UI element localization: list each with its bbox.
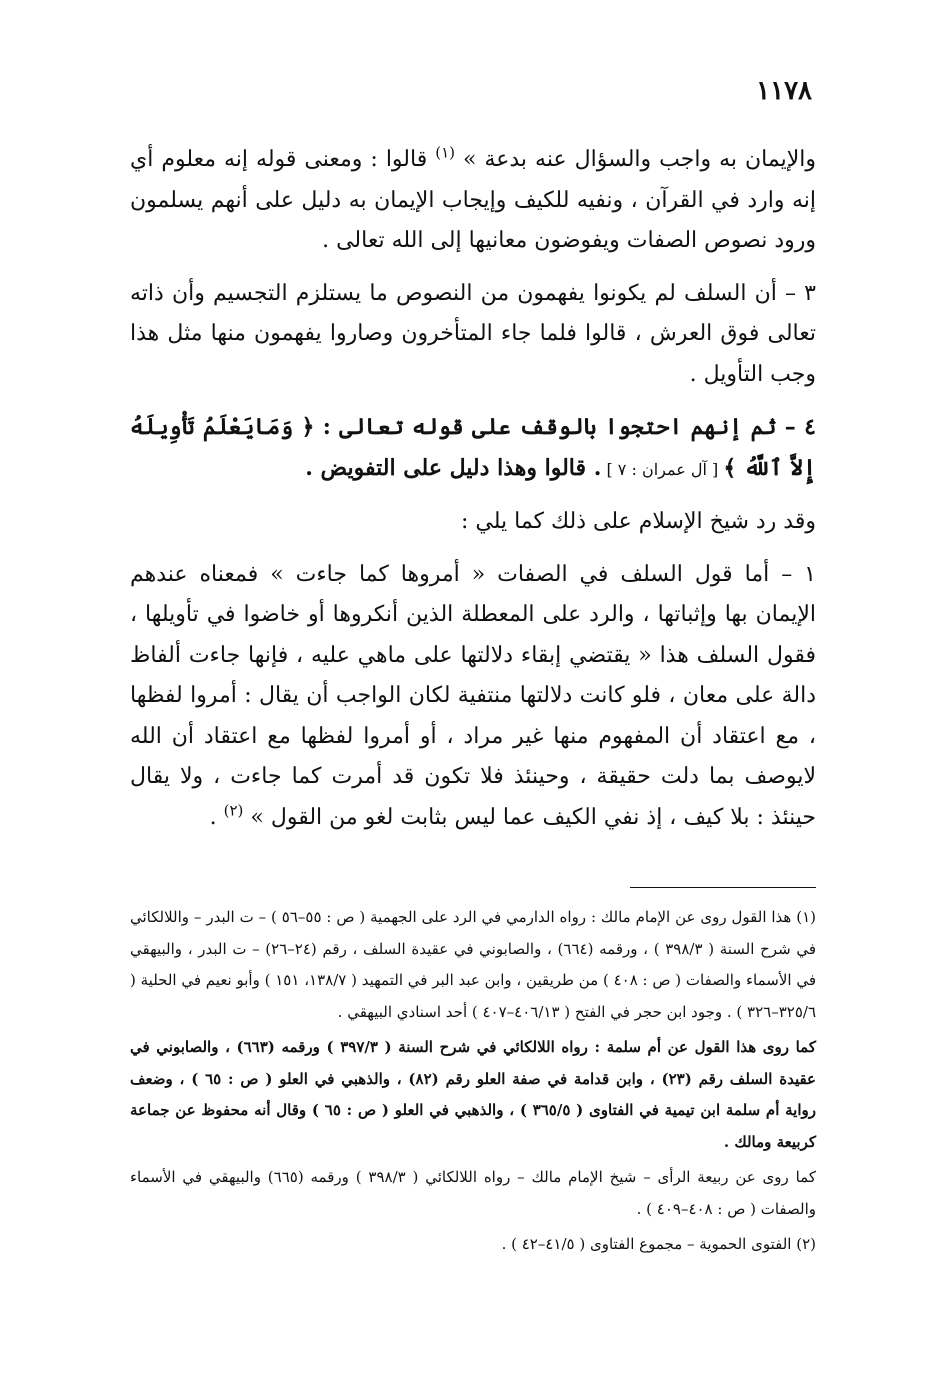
quran-citation: [ آل عمران : ٧ ] — [601, 459, 724, 479]
paragraph-text-continued: . — [209, 804, 224, 830]
paragraph-text: والإيمان به واجب والسؤال عنه بدعة » — [463, 147, 816, 172]
paragraph-text: وقد رد شيخ الإسلام على ذلك كما يلي : — [460, 509, 816, 534]
footnote-1: (١) هذا القول روى عن الإمام مالك : رواه الدارمي في الرد على الجهمية ( ص : ٥٥–٥٦ ) – ت البدر – واللالكائي في شرح السنة ( ٣٩٨/٣ ) ، ورقمه (٦٦٤) ، والصابوني في عقيدة السلف ، رقم (٢٤–٢٦) – ت البدر ، والبيهقي في الأسماء والصفات ( ص : ٤٠٨ ) من طريقين ، وابن عبد البر في التمهيد ( ١٣٨/٧، ١٥١ ) وأبو نعيم في الحلية ( ٣٢٥/٦–٣٢٦ ) . وجود ابن حجر في الفتح ( ٤٠٦/١٣–٤٠٧ ) أحد اسنادي البيهقي . — [130, 908, 817, 1021]
footnote-ref-2[interactable]: (٢) — [223, 801, 244, 820]
footnote-1-continued-2: كما روى عن ربيعة الرأى – شيخ الإمام مالك – رواه اللالكائي ( ٣٩٨/٣ ) ورقمه (٦٦٥) والبيهقي في الأسماء والصفات ( ص : ٤٠٨–٤٠٩ ) . — [130, 1168, 816, 1218]
paragraph-text-continued: . قالوا وهذا دليل على التفويض . — [305, 454, 602, 481]
paragraph-2 — [130, 274, 816, 396]
main-text — [130, 140, 816, 850]
paragraph-text: ٤ – ثم إنهم احتجوا بالوقف على قوله تعالى : ﴿ وَمَايَعْلَمُ تَأْوِيلَهُ إِلاَّ ٱللَّهُ ﴾ — [130, 414, 816, 481]
page-number: ١١٧٨ — [756, 76, 812, 106]
paragraph-text-continued: قالوا : ومعنى قوله إنه معلوم أي إنه وارد في القرآن ، ونفيه للكيف وإيجاب الإيمان به دليل على أنهم يسلمون ورود نصوص الصفات ويفوضون معانيها إلى الله تعالى . — [130, 147, 816, 253]
footnote-2: (٢) الفتوى الحموية – مجموع الفتاوى ( ٤١/٥–٤٢ ) . — [501, 1235, 816, 1253]
paragraph-text: ١ – أما قول السلف في الصفات « أمروها كما جاءت » فمعناه عندهم الإيمان بها وإثباتها ، والرد على المعطلة الذين أنكروها أو خاضوا في تأويلها ، فقول السلف هذا « يقتضي إبقاء دلالتها على ماهي عليه ، فإنها جاءت ألفاظ دالة على معان ، فلو كانت دلالتها منتفية لكان الواجب أن يقال : أمروا لفظها ، مع اعتقاد أن المفهوم منها غير مراد ، أو أمروا لفظها مع اعتقاد أن الله لايوصف بما دلت حقيقة ، وحينئذ فلا تكون قد أمرت كما جاءت ، ولا يقال حينئذ : بلا كيف ، إذ نفي الكيف عما ليس بثابت لغو من القول » — [130, 561, 816, 830]
paragraph-5 — [130, 555, 816, 839]
paragraph-text: ٣ – أن السلف لم يكونوا يفهمون من النصوص ما يستلزم التجسيم وأن ذاته تعالى فوق العرش ، قالوا فلما جاء المتأخرون وصاروا يفهمون منها مثل هذا وجب التأويل . — [130, 280, 816, 387]
footnote-separator — [630, 887, 816, 888]
footnotes — [130, 902, 816, 1265]
paragraph-4 — [130, 502, 816, 543]
footnote-1-continued: كما روى هذا القول عن أم سلمة : رواه اللالكائي في شرح السنة ( ٣٩٧/٣ ) ورقمه (٦٦٣) ، والصابوني في عقيدة السلف رقم (٢٣) ، وابن قدامة في صفة العلو رقم (٨٢) ، والذهبي في العلو ( ص : ٦٥ ) ، وضعف رواية أم سلمة ابن تيمية في الفتاوى ( ٣٦٥/٥ ) ، والذهبي في العلو ( ص : ٦٥ ) وقال أنه محفوظ عن جماعة كربيعة ومالك . — [130, 1038, 817, 1151]
paragraph-1 — [130, 140, 816, 262]
paragraph-3 — [130, 407, 816, 490]
footnote-ref-1[interactable]: (١) — [435, 143, 455, 162]
